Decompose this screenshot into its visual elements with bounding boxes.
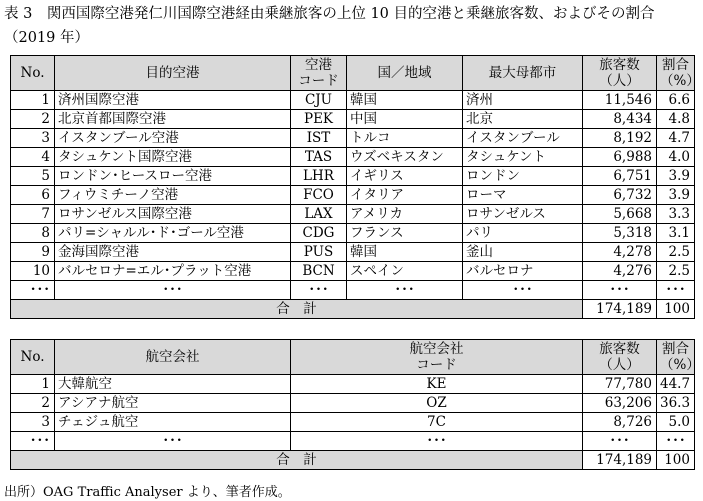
row-passengers: 8,434 <box>583 110 657 129</box>
table-row <box>11 148 695 167</box>
source-note: 出所）OAG Traffic Analyser より、筆者作成。 <box>4 485 291 500</box>
row-passengers: 4,278 <box>583 243 657 262</box>
row-airport-code: FCO <box>291 186 347 205</box>
row-passengers: 6,751 <box>583 167 657 186</box>
row-airport-code: LHR <box>291 167 347 186</box>
row-share: 2.5 <box>657 243 695 262</box>
total-label: 合 計 <box>11 451 583 470</box>
row-airport: イスタンブール空港 <box>55 129 291 148</box>
row-airport: 金海国際空港 <box>55 243 291 262</box>
row-no: 3 <box>11 129 55 148</box>
row-airport: ロンドン･ヒースロー空港 <box>55 167 291 186</box>
row-country: イギリス <box>347 167 463 186</box>
row-airport-code: CDG <box>291 224 347 243</box>
total-label: 合 計 <box>11 300 583 319</box>
row-airline: アシアナ航空 <box>55 394 291 413</box>
destination-table <box>10 55 700 319</box>
table-row <box>11 205 695 224</box>
row-airport: ･･･ <box>55 281 291 300</box>
table-row <box>11 413 695 432</box>
row-city: パリ <box>463 224 583 243</box>
row-share: 44.7 <box>657 375 695 394</box>
row-share: 2.5 <box>657 262 695 281</box>
row-share: 4.7 <box>657 129 695 148</box>
row-passengers: 8,726 <box>583 413 657 432</box>
row-country: イタリア <box>347 186 463 205</box>
row-airport: 北京首都国際空港 <box>55 110 291 129</box>
row-airport: ロサンゼルス国際空港 <box>55 205 291 224</box>
row-share: 5.0 <box>657 413 695 432</box>
row-airline-code: ･･･ <box>291 432 583 451</box>
table-row <box>11 375 695 394</box>
row-airport: タシュケント国際空港 <box>55 148 291 167</box>
row-city: イスタンブール <box>463 129 583 148</box>
header-passengers: 旅客数 （人） <box>583 340 657 375</box>
row-no: ･･･ <box>11 281 55 300</box>
row-passengers: 77,780 <box>583 375 657 394</box>
row-share: 3.1 <box>657 224 695 243</box>
row-passengers: 11,546 <box>583 91 657 110</box>
row-share: 6.6 <box>657 91 695 110</box>
row-city: ローマ <box>463 186 583 205</box>
row-country: ･･･ <box>347 281 463 300</box>
row-city: タシュケント <box>463 148 583 167</box>
row-airline-code: OZ <box>291 394 583 413</box>
row-airport-code: CJU <box>291 91 347 110</box>
table-row <box>11 262 695 281</box>
row-country: ウズベキスタン <box>347 148 463 167</box>
row-country: フランス <box>347 224 463 243</box>
row-airport-code: BCN <box>291 262 347 281</box>
row-airport-code: PEK <box>291 110 347 129</box>
row-airline: 大韓航空 <box>55 375 291 394</box>
table-row <box>11 129 695 148</box>
row-no: 2 <box>11 110 55 129</box>
row-airline-code: 7C <box>291 413 583 432</box>
total-share: 100 <box>657 300 695 319</box>
table-row <box>11 167 695 186</box>
row-share: 4.0 <box>657 148 695 167</box>
header-share: 割合 （%） <box>657 340 695 375</box>
row-no: 2 <box>11 394 55 413</box>
table-row <box>11 394 695 413</box>
row-no: 10 <box>11 262 55 281</box>
header-airport-code: 空港 コード <box>291 56 347 91</box>
row-city: 済州 <box>463 91 583 110</box>
header-passengers: 旅客数 （人） <box>583 56 657 91</box>
row-country: スペイン <box>347 262 463 281</box>
header-share: 割合 （%） <box>657 56 695 91</box>
row-airport: フィウミチーノ空港 <box>55 186 291 205</box>
header-country: 国／地域 <box>347 56 463 91</box>
total-passengers: 174,189 <box>583 300 657 319</box>
row-passengers: 6,732 <box>583 186 657 205</box>
row-country: 韓国 <box>347 243 463 262</box>
row-no: 3 <box>11 413 55 432</box>
row-passengers: 5,318 <box>583 224 657 243</box>
row-passengers: 8,192 <box>583 129 657 148</box>
row-no: 6 <box>11 186 55 205</box>
row-no: 4 <box>11 148 55 167</box>
header-destination-airport: 目的空港 <box>55 56 291 91</box>
table-row <box>11 243 695 262</box>
row-city: ロサンゼルス <box>463 205 583 224</box>
total-share: 100 <box>657 451 695 470</box>
row-airport-code: IST <box>291 129 347 148</box>
row-passengers: ･･･ <box>583 432 657 451</box>
row-airport-code: PUS <box>291 243 347 262</box>
row-airport-code: LAX <box>291 205 347 224</box>
row-city: バルセロナ <box>463 262 583 281</box>
header-no: No. <box>11 340 55 375</box>
row-country: 韓国 <box>347 91 463 110</box>
row-share: ･･･ <box>657 281 695 300</box>
row-passengers: 6,988 <box>583 148 657 167</box>
row-country: 中国 <box>347 110 463 129</box>
row-airport-code: TAS <box>291 148 347 167</box>
row-country: アメリカ <box>347 205 463 224</box>
row-airport: パリ=シャルル･ド･ゴール空港 <box>55 224 291 243</box>
row-share: 36.3 <box>657 394 695 413</box>
row-passengers: 4,276 <box>583 262 657 281</box>
row-passengers: ･･･ <box>583 281 657 300</box>
table-row <box>11 281 695 300</box>
row-no: 1 <box>11 375 55 394</box>
row-share: 3.9 <box>657 167 695 186</box>
row-share: 4.8 <box>657 110 695 129</box>
row-city: 北京 <box>463 110 583 129</box>
airline-table <box>10 339 700 470</box>
row-no: 7 <box>11 205 55 224</box>
table-row <box>11 224 695 243</box>
row-no: 9 <box>11 243 55 262</box>
row-airport: 済州国際空港 <box>55 91 291 110</box>
row-city: ロンドン <box>463 167 583 186</box>
table-row <box>11 432 695 451</box>
row-country: トルコ <box>347 129 463 148</box>
row-city: 釜山 <box>463 243 583 262</box>
table-row <box>11 91 695 110</box>
header-city: 最大母都市 <box>463 56 583 91</box>
row-share: ･･･ <box>657 432 695 451</box>
header-no: No. <box>11 56 55 91</box>
table1-total-row <box>11 300 695 319</box>
row-city: ･･･ <box>463 281 583 300</box>
row-no: ･･･ <box>11 432 55 451</box>
row-passengers: 63,206 <box>583 394 657 413</box>
total-passengers: 174,189 <box>583 451 657 470</box>
row-no: 1 <box>11 91 55 110</box>
row-no: 5 <box>11 167 55 186</box>
row-airport-code: ･･･ <box>291 281 347 300</box>
row-passengers: 5,668 <box>583 205 657 224</box>
row-airline: ･･･ <box>55 432 291 451</box>
row-airline-code: KE <box>291 375 583 394</box>
header-airline: 航空会社 <box>55 340 291 375</box>
header-airline-code: 航空会社 コード <box>291 340 583 375</box>
table-caption: 表 3 関西国際空港発仁川国際空港経由乗継旅客の上位 10 目的空港と乗継旅客数、およびその割合（2019 年） <box>4 6 655 46</box>
row-airline: チェジュ航空 <box>55 413 291 432</box>
table-row <box>11 186 695 205</box>
row-airport: バルセロナ=エル･プラット空港 <box>55 262 291 281</box>
row-share: 3.3 <box>657 205 695 224</box>
table2-total-row <box>11 451 695 470</box>
row-share: 3.9 <box>657 186 695 205</box>
table-row <box>11 110 695 129</box>
row-no: 8 <box>11 224 55 243</box>
